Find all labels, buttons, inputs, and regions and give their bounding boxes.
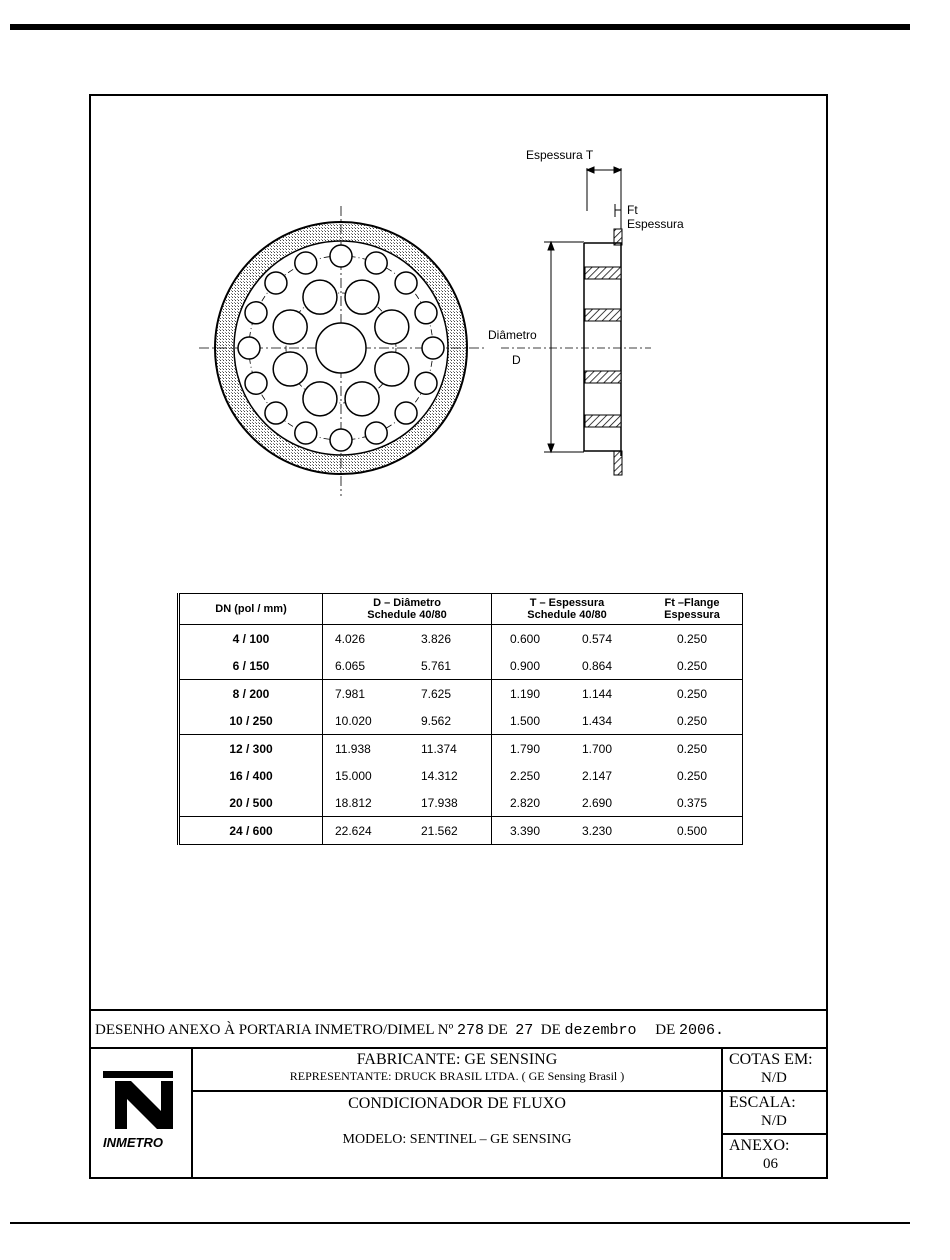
outer-ring-hole <box>415 302 437 324</box>
declaration-line <box>91 1009 826 1049</box>
info-block <box>723 1049 826 1179</box>
cell-d40: 6.065 <box>335 658 366 673</box>
portaria-number: 278 <box>457 1022 485 1039</box>
cotas-cell <box>723 1049 826 1092</box>
inner-ring-hole <box>375 310 409 344</box>
cell-ft: 0.250 <box>642 735 743 763</box>
anexo-value: 06 <box>763 1156 778 1172</box>
cell-d40: 4.026 <box>335 631 366 646</box>
cell-t80: 0.574 <box>582 631 613 646</box>
outer-ring-hole <box>245 302 267 324</box>
cell-t80: 1.700 <box>578 735 642 763</box>
table-row <box>179 625 743 653</box>
manufacturer: FABRICANTE: GE SENSING <box>356 1051 558 1068</box>
table-row <box>179 707 743 735</box>
outer-ring-hole <box>265 272 287 294</box>
model-name: MODELO: SENTINEL – GE SENSING <box>342 1132 572 1147</box>
inmetro-logo <box>91 1049 193 1179</box>
cell-t80: 2.690 <box>582 795 613 810</box>
cell-dn: 12 / 300 <box>179 735 323 763</box>
cell-ft: 0.375 <box>642 789 743 817</box>
cell-d80: 21.562 <box>405 817 492 845</box>
cell-dn: 6 / 150 <box>179 652 323 680</box>
declaration-prefix: DESENHO ANEXO À PORTARIA INMETRO/DIMEL Nº <box>95 1022 454 1038</box>
ft-label: Ft <box>627 203 638 217</box>
diameter-label: Diâmetro <box>488 328 537 342</box>
portaria-day: 27 <box>515 1022 534 1039</box>
cell-t40: 2.250 <box>510 768 541 783</box>
inner-ring-hole <box>375 352 409 386</box>
cell-dn: 10 / 250 <box>179 707 323 735</box>
header-diameter-line1: D – Diâmetro <box>373 597 441 609</box>
cell-t40: 2.820 <box>510 795 541 810</box>
cell-dn: 8 / 200 <box>179 680 323 708</box>
table-row <box>179 789 743 817</box>
outer-ring-hole <box>238 337 260 359</box>
inner-ring-hole <box>303 382 337 416</box>
cell-d40: 22.624 <box>323 817 406 845</box>
cell-d80: 3.826 <box>405 625 492 653</box>
cell-dn: 16 / 400 <box>179 762 323 789</box>
outer-ring-hole <box>330 245 352 267</box>
outer-ring-hole <box>330 429 352 451</box>
cell-t80: 2.147 <box>582 768 613 783</box>
cell-dn: 20 / 500 <box>179 789 323 817</box>
cotas-label: COTAS EM: <box>729 1051 813 1068</box>
de-label: DE <box>540 1022 561 1038</box>
inner-ring-hole <box>273 310 307 344</box>
outer-ring-hole <box>295 252 317 274</box>
product-name: CONDICIONADOR DE FLUXO <box>348 1095 566 1112</box>
header-thickness-line1: T – Espessura <box>529 597 605 609</box>
table-row <box>179 680 743 708</box>
anexo-label: ANEXO: <box>729 1137 790 1154</box>
table-row <box>179 652 743 680</box>
cell-d80: 5.761 <box>405 652 492 680</box>
de-label: DE <box>655 1022 676 1038</box>
inner-ring-hole <box>345 280 379 314</box>
cell-ft: 0.250 <box>642 625 743 653</box>
inner-ring-hole <box>273 352 307 386</box>
header-flange-line1: Ft –Flange <box>664 597 720 609</box>
escala-value: N/D <box>761 1113 787 1129</box>
cell-t40: 3.390 <box>492 817 579 845</box>
representative: REPRESENTANTE: DRUCK BRASIL LTDA. ( GE Sensing Brasil ) <box>289 1069 625 1083</box>
cell-t40: 1.500 <box>510 713 541 728</box>
cell-t40: 0.900 <box>510 658 541 673</box>
table-row <box>179 762 743 789</box>
table-row <box>179 817 743 845</box>
cell-d40: 18.812 <box>335 795 372 810</box>
cell-ft: 0.250 <box>642 680 743 708</box>
cell-d40: 11.938 <box>323 735 406 763</box>
inmetro-logo-text: INMETRO <box>103 1135 163 1150</box>
header-dn: DN (pol / mm) <box>179 594 323 625</box>
manufacturer-cell <box>193 1049 721 1092</box>
outer-ring-hole <box>265 402 287 424</box>
inner-ring-hole <box>345 382 379 416</box>
cotas-value: N/D <box>761 1070 787 1086</box>
cell-d40: 7.981 <box>323 680 406 708</box>
portaria-month: dezembro <box>564 1022 637 1039</box>
cell-t80: 0.864 <box>582 658 613 673</box>
inmetro-logo-mark <box>91 1049 191 1139</box>
outer-ring-hole <box>395 272 417 294</box>
header-flange <box>642 594 743 625</box>
escala-cell <box>723 1092 826 1135</box>
portaria-year: 2006. <box>679 1022 725 1039</box>
cell-t40: 1.790 <box>492 735 579 763</box>
cell-d80: 7.625 <box>405 680 492 708</box>
cell-t80: 3.230 <box>578 817 642 845</box>
outer-ring-hole <box>245 372 267 394</box>
cell-d80: 17.938 <box>405 789 492 817</box>
cell-t40: 0.600 <box>510 631 541 646</box>
cell-ft: 0.500 <box>642 817 743 845</box>
cell-d80: 11.374 <box>405 735 492 763</box>
cell-d40: 10.020 <box>335 713 372 728</box>
header-thickness-line2: Schedule 40/80 <box>527 609 607 621</box>
outer-ring-hole <box>422 337 444 359</box>
de-label: DE <box>487 1022 508 1038</box>
outer-ring-hole <box>365 422 387 444</box>
dimensions-table <box>177 593 743 845</box>
header-flange-line2: Espessura <box>664 609 720 621</box>
anexo-cell <box>723 1135 826 1178</box>
header-diameter-line2: Schedule 40/80 <box>367 609 447 621</box>
cell-dn: 24 / 600 <box>179 817 323 845</box>
thickness-label: Espessura T <box>526 148 594 162</box>
outer-ring-hole <box>395 402 417 424</box>
cell-dn: 4 / 100 <box>179 625 323 653</box>
center-hole <box>316 323 366 373</box>
header-diameter <box>323 594 492 625</box>
bottom-rule <box>10 1222 910 1224</box>
escala-label: ESCALA: <box>729 1094 796 1111</box>
cell-t80: 1.144 <box>578 680 642 708</box>
ft-thickness-label: Espessura <box>627 217 684 231</box>
cell-ft: 0.250 <box>642 707 743 735</box>
cell-d80: 9.562 <box>405 707 492 735</box>
cell-ft: 0.250 <box>642 652 743 680</box>
top-rule <box>10 24 910 30</box>
cell-t80: 1.434 <box>582 713 613 728</box>
table-row <box>179 735 743 763</box>
outer-ring-hole <box>295 422 317 444</box>
header-thickness <box>492 594 643 625</box>
drawing-frame <box>89 94 828 1179</box>
cell-t40: 1.190 <box>492 680 579 708</box>
title-block <box>193 1049 723 1179</box>
cell-d40: 15.000 <box>335 768 372 783</box>
cell-d80: 14.312 <box>405 762 492 789</box>
technical-drawing <box>91 96 826 996</box>
outer-ring-hole <box>415 372 437 394</box>
diameter-symbol-label: D <box>512 353 521 367</box>
inner-ring-hole <box>303 280 337 314</box>
outer-ring-hole <box>365 252 387 274</box>
cell-ft: 0.250 <box>642 762 743 789</box>
